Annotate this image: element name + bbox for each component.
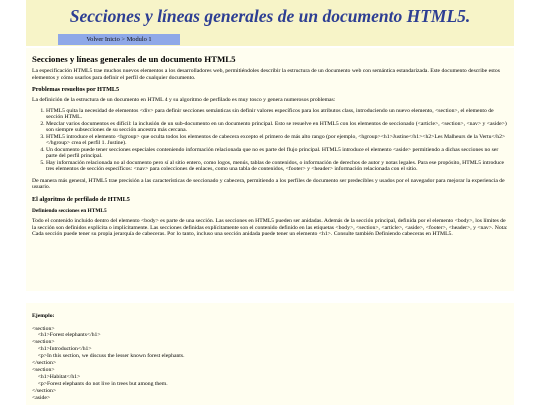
page-header — [26, 0, 514, 46]
example-heading: Ejemplo: — [32, 313, 55, 319]
problems-heading: Problemas resueltos por HTML5 — [32, 86, 120, 93]
example-body — [32, 313, 510, 401]
sections-heading: Definiendo secciones en HTML5 — [32, 207, 107, 214]
list-item: 3. HTML5 introduce el elemento <hgroup> que oculta todos los elementos de cabecera excepto el primero de más alto rango (por ejemplo, <hgroup><h1>Justine</h1><h2>Les Malheurs de la Vertu</h2></hgroup> crea el perfil 1. Justine). — [46, 134, 510, 147]
page-title: Secciones y líneas generales de un documento HTML5. — [69, 6, 471, 26]
article-panel — [26, 48, 514, 291]
list-item: 5. Hay información relacionada no al documento pero sí al sitio entero, como logos, menús, tablas de contenidos, o información de derechos de autor y notas legales. Para ese propósito, HTML5 introduce tres elementos de sección específicos: <nav> para colecciones de enlaces, como una tabla de contenidos, <footer> y <header> información relacionada con el sitio. — [46, 160, 510, 173]
problems-list — [32, 108, 510, 173]
summary-paragraph: De manera más general, HTML5 trae precisión a las características de seccionado y cabecera, permitiendo a los perfiles de documento ser predecibles y usados por el navegador para mejorar la experiencia de usuario. — [32, 177, 505, 190]
list-item: 2. Mezclar varios documentos es difícil: la inclusión de un sub-documento en un documento principal. Esto se resuelve en HTML5 con los elementos de seccionado (<article>, <section>, <nav> y <aside>) son siempre subsecciones de su sección ancestra más cercana. — [46, 121, 510, 134]
example-panel — [26, 303, 514, 405]
back-to-module-button[interactable]: Volver Inicio > Modulo 1 — [58, 34, 180, 45]
intro-paragraph: La especificación HTML5 trae muchos nuevos elementos a los desarrolladores web, permitiéndoles describir la estructura de un documento web con semántica estandarizada. Este documento describe estos elementos y cómo usarlos para definir el perfil de cualquier documento. — [32, 68, 500, 81]
problems-intro: La definición de la estructura de un documento en HTML 4 y su algoritmo de perfilado es muy tosco y genera numerosos problemas: — [32, 97, 336, 103]
list-item: 4. Un documento puede tener secciones especiales conteniendo información relacionada que no es parte del flujo principal. HTML5 introduce el elemento <aside> permitiendo a dichas secciones no ser parte del perfil principal. — [46, 147, 510, 160]
algorithm-heading: El algoritmo de perfilado de HTML5 — [32, 195, 130, 203]
example-code: <section> <h1>Forest elephants</h1> <section> <h1>Introduction</h1> <p>In this section, we discuss the lesser known forest elephants. </section> <section> <h1>Habitat</h1> <p>Forest elephants do not live in trees but among them. </section> <aside> — [32, 325, 185, 401]
article-heading: Secciones y líneas generales de un documento HTML5 — [32, 54, 236, 64]
list-item: 1. HTML5 quita la necesidad de elementos <div> para definir secciones semánticas sin definir valores específicos para los atributos class, introduciendo un nuevo elemento, <section>, el elemento de sección HTML. — [46, 108, 510, 121]
article-body — [32, 54, 510, 242]
sections-paragraph: Todo el contenido incluido dentro del elemento <body> es parte de una sección. Las secciones en HTML5 pueden ser anidadas. Además de la sección principal, definida por el elemento <body>, los límites de la sección son definidos explícita o implícitamente. Las secciones definidas explícitamente son el contenido definido en las etiquetas <body>, <section>, <article>, <aside>, <footer>, <header>, y <nav>. Nota: Cada sección puede tener su propia jerarquía de cabeceras. Por lo tanto, incluso una sección anidada puede tener un elemento <h1>. Consulte también Definiendo cabeceras en HTML5. — [32, 218, 508, 237]
